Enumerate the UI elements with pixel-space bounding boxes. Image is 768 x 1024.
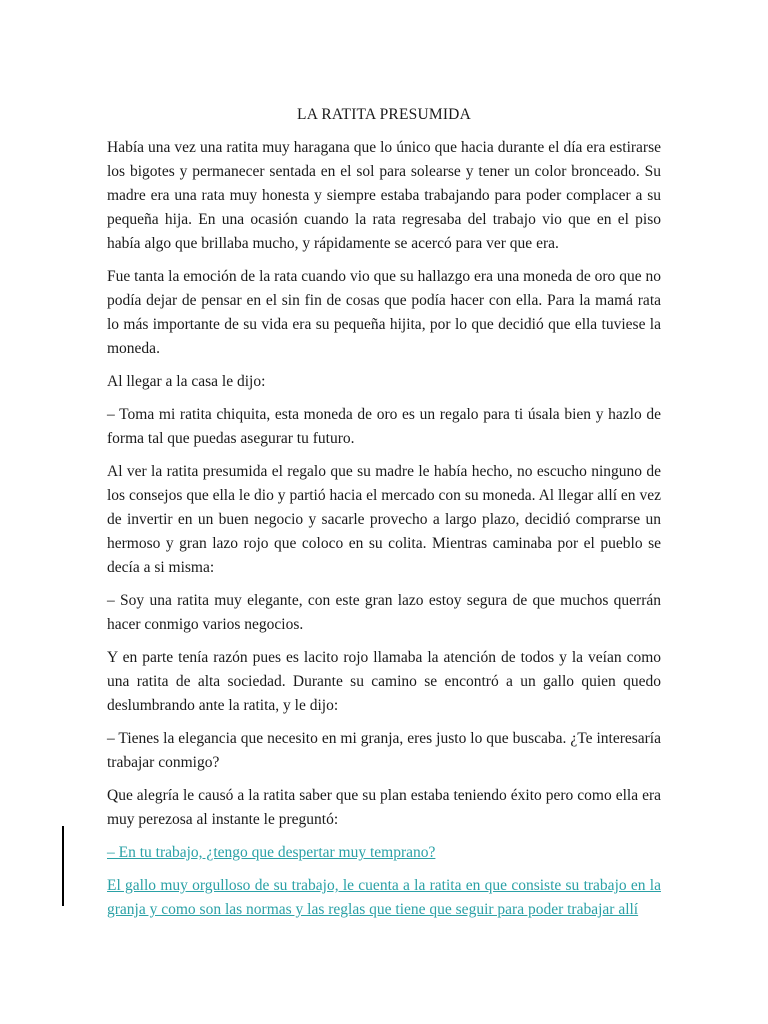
paragraph-8-dialogue: – Tienes la elegancia que necesito en mi granja, eres justo lo que buscaba. ¿Te interesaría trabajar conmigo?	[107, 730, 661, 771]
paragraph-3: Al llegar a la casa le dijo:	[107, 373, 266, 390]
paragraph-9: Que alegría le causó a la ratita saber que su plan estaba teniendo éxito pero como ella era muy perezosa al instante le preguntó:	[107, 787, 661, 828]
linked-paragraph-2[interactable]: El gallo muy orgulloso de su trabajo, le cuenta a la ratita en que consiste su trabajo en la granja y como son las normas y las reglas que tiene que seguir para poder trabajar allí	[107, 877, 661, 918]
paragraph-4-dialogue: – Toma mi ratita chiquita, esta moneda de oro es un regalo para ti úsala bien y hazlo de forma tal que puedas asegurar tu futuro.	[107, 406, 661, 447]
paragraph-1: Había una vez una ratita muy haragana que lo único que hacia durante el día era estirarse los bigotes y permanecer sentada en el sol para solearse y tener un color bronceado. Su madre era una rata muy honesta y siempre estaba trabajando para poder complacer a su pequeña hija. En una ocasión cuando la rata regresaba del trabajo vio que en el piso había algo que brillaba mucho, y rápidamente se acercó para ver que era.	[107, 139, 661, 252]
document-page	[107, 103, 661, 931]
paragraph-7: Y en parte tenía razón pues es lacito rojo llamaba la atención de todos y la veían como una ratita de alta sociedad. Durante su camino se encontró a un gallo quien quedo deslumbrando ante la ratita, y le dijo:	[107, 649, 661, 714]
paragraph-5: Al ver la ratita presumida el regalo que su madre le había hecho, no escucho ninguno de los consejos que ella le dio y partió hacia el mercado con su moneda. Al llegar allí en vez de invertir en un buen negocio y sacarle provecho a largo plazo, decidió comprarse un hermoso y gran lazo rojo que coloco en su colita. Mientras caminaba por el pueblo se decía a si misma:	[107, 463, 661, 576]
paragraph-6-dialogue: – Soy una ratita muy elegante, con este gran lazo estoy segura de que muchos querrán hacer conmigo varios negocios.	[107, 592, 661, 633]
revision-change-bar	[62, 826, 64, 906]
linked-paragraph-1[interactable]: – En tu trabajo, ¿tengo que despertar muy temprano?	[107, 844, 436, 861]
document-title: LA RATITA PRESUMIDA	[297, 106, 471, 123]
paragraph-2: Fue tanta la emoción de la rata cuando vio que su hallazgo era una moneda de oro que no podía dejar de pensar en el sin fin de cosas que podía hacer con ella. Para la mamá rata lo más importante de su vida era su pequeña hijita, por lo que decidió que ella tuviese la moneda.	[107, 268, 661, 357]
